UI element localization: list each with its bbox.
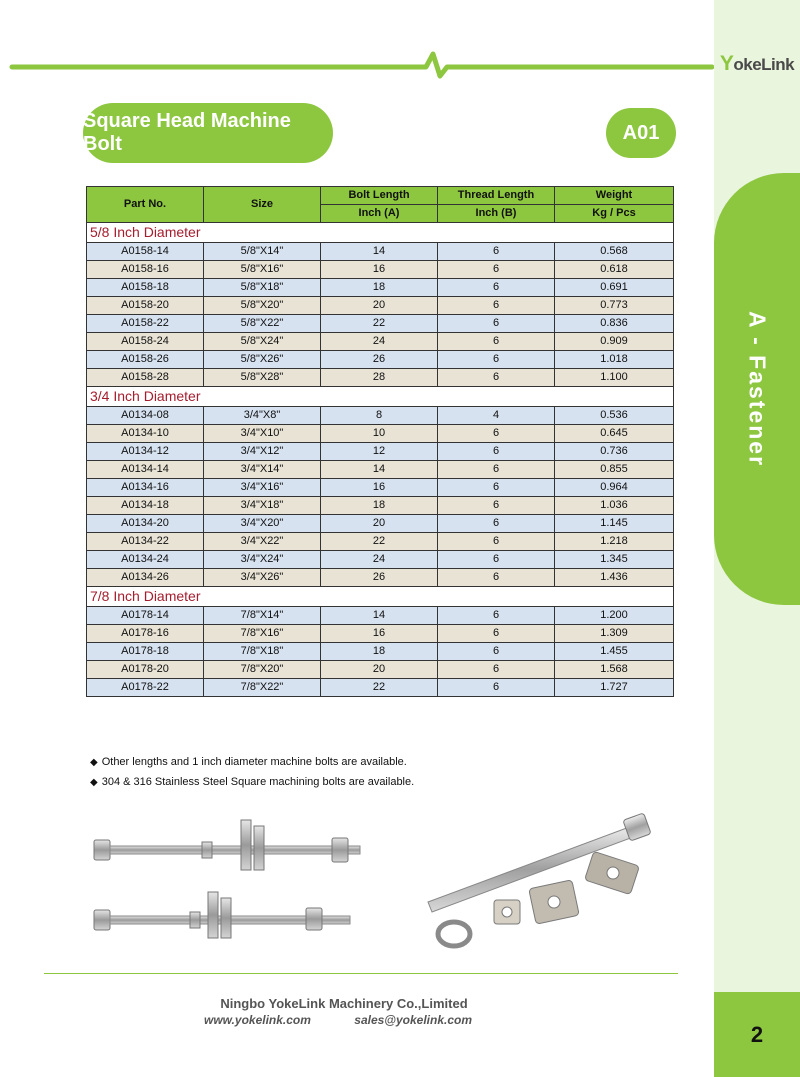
- table-cell: A0134-18: [87, 497, 204, 515]
- table-cell: 16: [321, 479, 438, 497]
- table-cell: 5/8"X22": [204, 315, 321, 333]
- table-cell: A0178-18: [87, 643, 204, 661]
- table-cell: 3/4"X20": [204, 515, 321, 533]
- table-cell: 3/4"X24": [204, 551, 321, 569]
- table-cell: 16: [321, 261, 438, 279]
- table-cell: 7/8"X20": [204, 661, 321, 679]
- table-cell: 5/8"X18": [204, 279, 321, 297]
- table-cell: 0.536: [555, 407, 674, 425]
- product-code-badge: A01: [606, 108, 676, 158]
- unit-kg: Kg / Pcs: [555, 205, 674, 223]
- bolt-parts-photo: [420, 810, 660, 960]
- table-cell: 6: [438, 333, 555, 351]
- table-cell: 6: [438, 425, 555, 443]
- table-row: [87, 461, 674, 479]
- diamond-bullet-icon: ◆: [90, 777, 98, 788]
- table-cell: 3/4"X16": [204, 479, 321, 497]
- table-cell: 5/8"X24": [204, 333, 321, 351]
- table-cell: 6: [438, 243, 555, 261]
- table-row: [87, 261, 674, 279]
- table-cell: 1.218: [555, 533, 674, 551]
- table-cell: 18: [321, 643, 438, 661]
- table-cell: 1.345: [555, 551, 674, 569]
- table-cell: 6: [438, 315, 555, 333]
- table-cell: 5/8"X16": [204, 261, 321, 279]
- table-cell: 3/4"X8": [204, 407, 321, 425]
- table-cell: 7/8"X18": [204, 643, 321, 661]
- table-cell: 3/4"X12": [204, 443, 321, 461]
- table-cell: A0158-16: [87, 261, 204, 279]
- table-cell: 1.036: [555, 497, 674, 515]
- table-cell: 5/8"X26": [204, 351, 321, 369]
- table-row: [87, 479, 674, 497]
- table-cell: 1.018: [555, 351, 674, 369]
- section-header-row: [87, 587, 674, 607]
- diamond-bullet-icon: ◆: [90, 757, 98, 768]
- table-cell: 5/8"X28": [204, 369, 321, 387]
- note-item: ◆ Other lengths and 1 inch diameter machine bolts are available.: [90, 756, 407, 768]
- table-cell: 24: [321, 333, 438, 351]
- table-cell: 6: [438, 297, 555, 315]
- table-cell: A0134-16: [87, 479, 204, 497]
- table-cell: 6: [438, 479, 555, 497]
- section-header-row: [87, 387, 674, 407]
- table-row: [87, 369, 674, 387]
- table-cell: A0158-20: [87, 297, 204, 315]
- table-row: [87, 333, 674, 351]
- table-cell: 22: [321, 533, 438, 551]
- table-cell: 6: [438, 679, 555, 697]
- table-cell: 0.645: [555, 425, 674, 443]
- table-cell: 8: [321, 407, 438, 425]
- table-cell: 1.309: [555, 625, 674, 643]
- table-cell: 0.909: [555, 333, 674, 351]
- table-cell: A0158-14: [87, 243, 204, 261]
- table-cell: 24: [321, 551, 438, 569]
- col-weight: Weight: [555, 187, 674, 205]
- table-row: [87, 407, 674, 425]
- table-cell: 1.455: [555, 643, 674, 661]
- table-row: [87, 679, 674, 697]
- table-cell: 7/8"X16": [204, 625, 321, 643]
- table-cell: 1.145: [555, 515, 674, 533]
- table-cell: 0.836: [555, 315, 674, 333]
- table-cell: 6: [438, 461, 555, 479]
- table-cell: 12: [321, 443, 438, 461]
- table-cell: 0.964: [555, 479, 674, 497]
- table-cell: 6: [438, 261, 555, 279]
- table-cell: 1.727: [555, 679, 674, 697]
- table-cell: 3/4"X22": [204, 533, 321, 551]
- table-cell: 1.568: [555, 661, 674, 679]
- table-cell: A0134-10: [87, 425, 204, 443]
- table-cell: A0134-14: [87, 461, 204, 479]
- table-cell: 26: [321, 351, 438, 369]
- table-cell: 6: [438, 369, 555, 387]
- table-cell: 18: [321, 497, 438, 515]
- table-cell: 0.855: [555, 461, 674, 479]
- table-row: [87, 425, 674, 443]
- table-cell: 6: [438, 625, 555, 643]
- table-cell: 7/8"X22": [204, 679, 321, 697]
- table-cell: 6: [438, 569, 555, 587]
- table-cell: 22: [321, 315, 438, 333]
- col-size: Size: [204, 187, 321, 223]
- unit-inch-b: Inch (B): [438, 205, 555, 223]
- col-bolt-length: Bolt Length: [321, 187, 438, 205]
- table-cell: A0178-20: [87, 661, 204, 679]
- table-cell: 6: [438, 661, 555, 679]
- table-cell: 0.736: [555, 443, 674, 461]
- table-cell: A0134-20: [87, 515, 204, 533]
- table-cell: 10: [321, 425, 438, 443]
- email-link[interactable]: sales@yokelink.com: [354, 1013, 473, 1027]
- col-thread-length: Thread Length: [438, 187, 555, 205]
- table-cell: 0.568: [555, 243, 674, 261]
- note-item: ◆ 304 & 316 Stainless Steel Square machining bolts are available.: [90, 776, 415, 788]
- col-part-no: Part No.: [87, 187, 204, 223]
- contact-info: [204, 1013, 472, 1027]
- table-cell: A0178-14: [87, 607, 204, 625]
- table-cell: 3/4"X10": [204, 425, 321, 443]
- website-link[interactable]: www.yokelink.com: [204, 1013, 311, 1027]
- notes: [90, 752, 414, 792]
- table-row: [87, 315, 674, 333]
- table-cell: A0134-26: [87, 569, 204, 587]
- table-cell: A0158-22: [87, 315, 204, 333]
- table-row: [87, 533, 674, 551]
- table-cell: A0134-08: [87, 407, 204, 425]
- table-row: [87, 551, 674, 569]
- company-name: Ningbo YokeLink Machinery Co.,Limited: [220, 996, 468, 1011]
- brand-logo: YokeLink: [719, 52, 795, 75]
- header-line: [0, 42, 714, 82]
- table-cell: 1.200: [555, 607, 674, 625]
- table-cell: 6: [438, 443, 555, 461]
- table-row: [87, 443, 674, 461]
- page-number: 2: [714, 992, 800, 1077]
- table-row: [87, 661, 674, 679]
- table-cell: 5/8"X20": [204, 297, 321, 315]
- table-row: [87, 515, 674, 533]
- table-cell: 26: [321, 569, 438, 587]
- table-cell: 6: [438, 643, 555, 661]
- unit-inch-a: Inch (A): [321, 205, 438, 223]
- table-cell: 3/4"X26": [204, 569, 321, 587]
- footer-divider: [44, 973, 678, 974]
- table-cell: 6: [438, 533, 555, 551]
- table-cell: 0.691: [555, 279, 674, 297]
- table-cell: A0178-16: [87, 625, 204, 643]
- table-cell: 3/4"X18": [204, 497, 321, 515]
- table-row: [87, 643, 674, 661]
- table-row: [87, 351, 674, 369]
- page-title: Square Head Machine Bolt: [83, 103, 333, 163]
- table-cell: 6: [438, 351, 555, 369]
- table-cell: 20: [321, 661, 438, 679]
- table-row: [87, 497, 674, 515]
- table-row: [87, 279, 674, 297]
- bolt-assembly-photo: [86, 808, 376, 948]
- spec-table: [86, 186, 674, 697]
- table-cell: 14: [321, 461, 438, 479]
- table-cell: A0158-18: [87, 279, 204, 297]
- table-cell: 6: [438, 497, 555, 515]
- table-cell: A0178-22: [87, 679, 204, 697]
- table-cell: 0.618: [555, 261, 674, 279]
- section-title: 3/4 Inch Diameter: [87, 387, 674, 407]
- table-cell: 6: [438, 607, 555, 625]
- table-cell: 7/8"X14": [204, 607, 321, 625]
- table-row: [87, 625, 674, 643]
- table-cell: 0.773: [555, 297, 674, 315]
- table-cell: 6: [438, 515, 555, 533]
- table-cell: A0134-22: [87, 533, 204, 551]
- table-cell: 4: [438, 407, 555, 425]
- table-cell: 6: [438, 551, 555, 569]
- section-title: 7/8 Inch Diameter: [87, 587, 674, 607]
- section-header-row: [87, 223, 674, 243]
- table-cell: A0158-28: [87, 369, 204, 387]
- table-cell: 3/4"X14": [204, 461, 321, 479]
- table-row: [87, 569, 674, 587]
- table-cell: 20: [321, 515, 438, 533]
- table-cell: A0158-26: [87, 351, 204, 369]
- section-title: 5/8 Inch Diameter: [87, 223, 674, 243]
- table-cell: 22: [321, 679, 438, 697]
- table-cell: A0158-24: [87, 333, 204, 351]
- table-cell: 6: [438, 279, 555, 297]
- table-cell: 16: [321, 625, 438, 643]
- section-label: A - Fastener: [744, 310, 771, 468]
- table-cell: 28: [321, 369, 438, 387]
- table-cell: 18: [321, 279, 438, 297]
- table-cell: A0134-24: [87, 551, 204, 569]
- table-cell: 5/8"X14": [204, 243, 321, 261]
- table-row: [87, 607, 674, 625]
- table-row: [87, 243, 674, 261]
- table-row: [87, 297, 674, 315]
- table-cell: 1.100: [555, 369, 674, 387]
- table-cell: 20: [321, 297, 438, 315]
- table-cell: A0134-12: [87, 443, 204, 461]
- table-cell: 14: [321, 243, 438, 261]
- table-cell: 14: [321, 607, 438, 625]
- table-cell: 1.436: [555, 569, 674, 587]
